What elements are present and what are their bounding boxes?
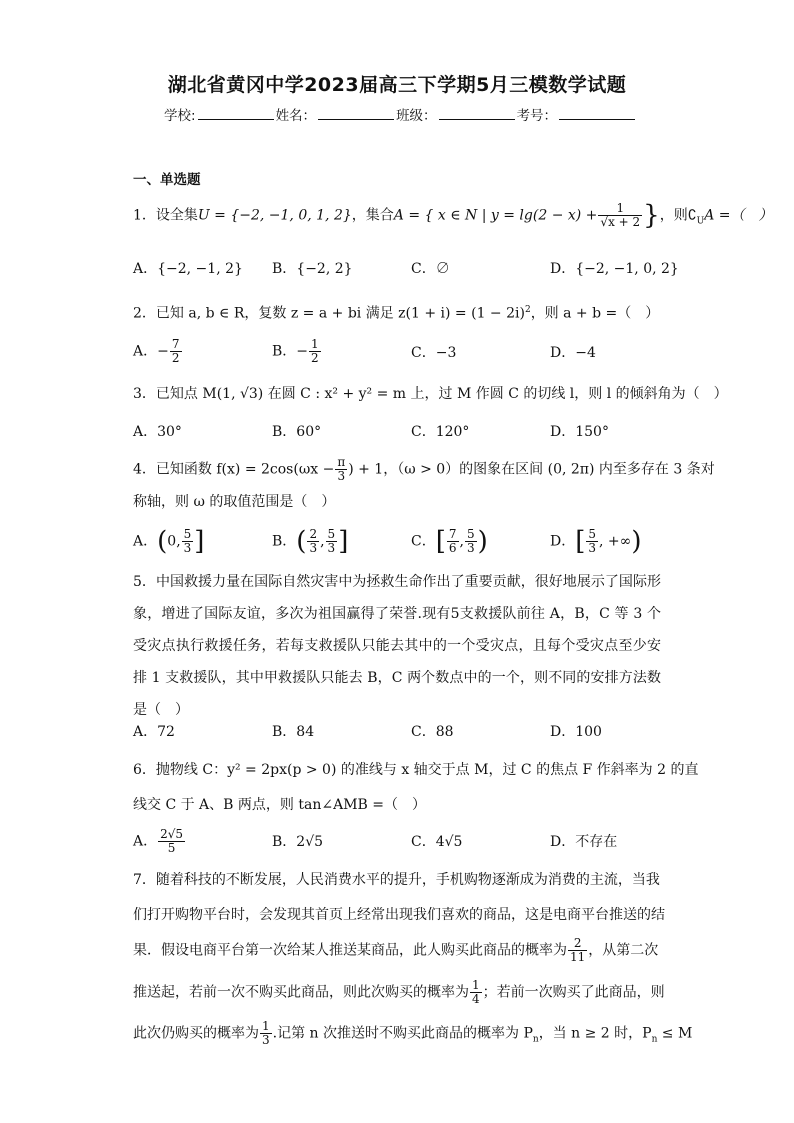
- q1-option-c[interactable]: C．∅: [411, 261, 450, 277]
- q1-number: 1．: [133, 207, 156, 224]
- q6-c-text: 4√5: [435, 834, 463, 850]
- q2-option-a[interactable]: [133, 338, 183, 365]
- exam-no-blank[interactable]: [559, 107, 635, 120]
- q7-line-5c: ，当 n ≥ 2 时，P: [538, 1025, 652, 1042]
- q4-a-open: (: [157, 526, 168, 557]
- q3-text: 已知点 M(1, √3) 在圆 C : x² + y² = m 上，过 M 作圆 C 的切线 l，则 l 的倾斜角为（ ）: [155, 386, 728, 402]
- class-label: 班级：: [396, 108, 437, 124]
- q7-line-3b: ，从第二次: [588, 942, 659, 959]
- q4-text-b: ) + 1，（ω > 0）的图象在区间 (0, 2π) 内至多存在 3 条对: [348, 461, 715, 478]
- q1-set-a-left: A = { x ∈ N | y = lg(2 − x) +: [393, 207, 598, 224]
- q1-tail: A =（ ）: [704, 207, 773, 224]
- q5-option-b[interactable]: B．84: [272, 724, 315, 740]
- school-label: 学校:: [164, 108, 196, 124]
- q4-c-num: 5: [466, 527, 475, 541]
- q5-option-c[interactable]: C．88: [411, 724, 454, 740]
- class-blank[interactable]: [439, 107, 515, 120]
- q6-d-label: D．: [550, 834, 576, 850]
- q2-number: 2．: [133, 305, 156, 322]
- q4-b-lnum: 2: [309, 527, 318, 541]
- q1-complement-symbol: ∁: [687, 207, 697, 224]
- q7-line-4: [133, 979, 665, 1006]
- question-2: [133, 300, 659, 324]
- q7-number: 7．: [133, 872, 156, 888]
- q2-a-fraction: [170, 338, 182, 365]
- q6-option-d[interactable]: [550, 832, 617, 852]
- q3-option-a[interactable]: A．30°: [133, 424, 182, 440]
- q2-b-den: 2: [311, 351, 319, 365]
- q6-a-den: 5: [167, 841, 176, 855]
- q7-line-4a: 推送起，若前一次不购买此商品，则此次购买的概率为: [133, 984, 469, 1001]
- q4-b-close: ]: [338, 526, 349, 557]
- q2-option-c[interactable]: [411, 343, 456, 363]
- question-3: [133, 384, 728, 404]
- q4-pi-fraction: [335, 456, 347, 483]
- q7-line-5b: .记第 n 次推送时不购买此商品的概率为 P: [272, 1025, 533, 1042]
- q7-line-5-sub: n: [532, 1034, 539, 1045]
- q4-c-close: ): [477, 526, 488, 557]
- q7-line-3: [133, 937, 658, 964]
- q4-a-left: 0,: [167, 533, 181, 550]
- q7-line-5: [133, 1020, 692, 1049]
- q7-line-5d: ≤ M: [657, 1025, 693, 1042]
- q7-frac-1-den: 11: [570, 950, 586, 964]
- q4-b-open: (: [296, 526, 307, 557]
- q4-b-label: B．: [272, 533, 297, 550]
- q2-d-label: D．: [550, 345, 576, 361]
- q1-frac-num: 1: [598, 202, 642, 216]
- question-1: [133, 202, 773, 231]
- q1-set-u: U = {−2, −1, 0, 1, 2}: [197, 207, 352, 224]
- school-blank[interactable]: [198, 107, 274, 120]
- q4-c-open: [: [435, 526, 446, 557]
- q2-a-den: 2: [171, 351, 180, 365]
- q4-b-num: 5: [327, 527, 336, 541]
- q1-text-a: 设全集: [155, 207, 198, 224]
- name-label: 姓名：: [275, 108, 317, 124]
- q6-a-num: 2√5: [160, 827, 184, 841]
- q1-option-d[interactable]: D．{−2, −1, 0, 2}: [550, 261, 679, 277]
- q4-a-num: 5: [183, 527, 192, 541]
- q4-a-label: A．: [133, 533, 158, 550]
- q1-set-a-right: }: [643, 200, 660, 231]
- q2-a-label: A．: [133, 343, 158, 360]
- q4-option-b[interactable]: B．( $\frac{2}{3}$ , $\frac{5}{3}$ ]: [272, 526, 349, 557]
- exam-no-label: 考号：: [516, 108, 558, 124]
- q4-c-fraction-right: [465, 528, 477, 555]
- q6-a-label: A．: [133, 833, 158, 850]
- q7-line-4b: ；若前一次购买了此商品，则: [482, 984, 665, 1001]
- q4-d-label: D．: [550, 533, 576, 550]
- q4-b-fraction-left: [307, 528, 319, 555]
- q4-a-fraction: [182, 528, 194, 555]
- q4-a-close: ]: [194, 526, 205, 557]
- q2-option-b[interactable]: [272, 338, 322, 365]
- q2-a-sign: −: [157, 343, 169, 360]
- q1-fraction: [598, 202, 642, 229]
- q4-pi-den: 3: [337, 469, 346, 483]
- q2-c-text: −3: [435, 345, 457, 361]
- q4-c-lnum: 7: [448, 527, 457, 541]
- q4-pi-num: π: [337, 455, 346, 469]
- question-4: [133, 456, 715, 483]
- q4-d-close: ): [631, 526, 642, 557]
- q2-b-num: 1: [311, 337, 319, 351]
- q3-option-c[interactable]: C．120°: [411, 424, 470, 440]
- q2-text: 已知 a, b ∈ R，复数 z = a + bi 满足 z(1 + i) = (1 − 2i): [155, 305, 525, 322]
- q7-frac-1: [568, 937, 587, 964]
- q2-b-fraction: [309, 338, 321, 365]
- q2-d-text: −4: [575, 345, 596, 361]
- q2-b-label: B．: [272, 343, 297, 360]
- q2-a-num: 7: [171, 337, 180, 351]
- q4-a-den: 3: [183, 541, 192, 555]
- q7-line-2: 们打开购物平台时，会发现其首页上经常出现我们喜欢的商品，这是电商平台推送的结: [133, 907, 665, 923]
- name-blank[interactable]: [318, 107, 394, 120]
- q1-complement-sub: U: [696, 216, 705, 227]
- q1-text-c: ，则: [659, 207, 688, 224]
- q6-b-text: 2√5: [296, 834, 324, 850]
- q1-text-b: ，集合: [351, 207, 394, 224]
- q7-line-3a: 果．假设电商平台第一次给某人推送某商品，此人购买此商品的概率为: [133, 942, 567, 959]
- q7-frac-2-den: 4: [472, 992, 480, 1006]
- q6-c-label: C．: [411, 834, 436, 850]
- q6-line-2: 线交 C 于 A、B 两点，则 tan∠AMB =（ ）: [133, 797, 426, 813]
- q2-c-label: C．: [411, 345, 436, 361]
- q7-line-5a: 此次仍购买的概率为: [133, 1025, 259, 1042]
- q4-b-den: 3: [327, 541, 336, 555]
- q6-number: 6．: [133, 762, 156, 778]
- q6-option-a[interactable]: [133, 828, 186, 855]
- q4-c-fraction-left: [447, 528, 459, 555]
- q2-option-d[interactable]: [550, 343, 596, 363]
- q5-option-a[interactable]: A．72: [133, 724, 175, 740]
- q4-line-2: 称轴，则 ω 的取值范围是（ ）: [133, 494, 336, 510]
- q4-d-fraction: [586, 528, 598, 555]
- q6-d-text: 不存在: [575, 834, 618, 850]
- q4-d-open: [: [575, 526, 586, 557]
- q1-option-b[interactable]: B．{−2, 2}: [272, 261, 353, 277]
- q1-option-a[interactable]: A．{−2, −1, 2}: [133, 261, 243, 277]
- q4-option-d[interactable]: [550, 528, 641, 555]
- q4-c-label: C．: [411, 533, 436, 550]
- question-7: [133, 870, 660, 890]
- q4-number: 4．: [133, 461, 156, 478]
- question-5: [133, 566, 661, 726]
- q6-b-label: B．: [272, 834, 297, 850]
- q7-line-5-sub2: n: [651, 1034, 658, 1045]
- section-title: 一、单选题: [133, 172, 201, 188]
- q7-frac-3-num: 1: [262, 1019, 270, 1033]
- q3-option-b[interactable]: B．60°: [272, 424, 322, 440]
- q6-line-1: 抛物线 C：y² = 2px(p > 0) 的准线与 x 轴交于点 M，过 C 的焦点 F 作斜率为 2 的直: [155, 762, 699, 778]
- exam-title: 湖北省黄冈中学2023届高三下学期5月三模数学试题: [167, 74, 627, 96]
- student-info-line: [164, 104, 637, 124]
- q7-frac-3-den: 3: [262, 1033, 270, 1047]
- q4-option-c[interactable]: C．[ $\frac{7}{6}$ , $\frac{5}{3}$ ): [411, 526, 488, 557]
- q6-option-b[interactable]: [272, 832, 323, 852]
- q6-a-fraction: [158, 828, 185, 855]
- q7-frac-2: [470, 979, 482, 1006]
- q5-text: 中国救援力量在国际自然灾害中为拯救生命作出了重要贡献，很好地展示了国际形象，增进了国际友谊，多次为祖国赢得了荣誉.现有5支救援队前往 A，B，C 等 3 个受灾点执行救援任务，若每支救援队只能去其中的一个受灾点，且每个受灾点至少安排 1 支救援队，其中甲救援队只能去 B，C 两个数点中的一个，则不同的安排方法数是（ ）: [133, 574, 661, 718]
- q4-c-lden: 6: [448, 541, 457, 555]
- q1-frac-den: √x + 2: [600, 215, 641, 229]
- q3-number: 3．: [133, 386, 156, 402]
- q6-option-c[interactable]: [411, 832, 462, 852]
- q7-line-1: 随着科技的不断发展，人民消费水平的提升，手机购物逐渐成为消费的主流，当我: [155, 872, 660, 888]
- q7-frac-3: [260, 1020, 272, 1047]
- q3-option-d[interactable]: D．150°: [550, 424, 609, 440]
- question-6: [133, 760, 699, 780]
- q7-frac-1-num: 2: [568, 937, 587, 951]
- q2-tail: ，则 a + b =（ ）: [530, 305, 660, 322]
- q5-number: 5．: [133, 574, 156, 590]
- q4-d-lnum: 5: [588, 527, 597, 541]
- q4-d-right: , +∞: [599, 533, 632, 550]
- q7-frac-2-num: 1: [472, 978, 480, 992]
- q4-c-den: 3: [466, 541, 475, 555]
- q2-sup: 2: [524, 305, 531, 315]
- q4-d-lden: 3: [588, 541, 597, 555]
- q5-option-d[interactable]: D．100: [550, 724, 602, 740]
- q4-option-a[interactable]: [133, 528, 204, 555]
- q4-b-fraction-right: [326, 528, 338, 555]
- q4-b-lden: 3: [309, 541, 318, 555]
- q4-text-a: 已知函数 f(x) = 2cos(ωx −: [155, 461, 335, 478]
- q2-b-sign: −: [296, 343, 309, 360]
